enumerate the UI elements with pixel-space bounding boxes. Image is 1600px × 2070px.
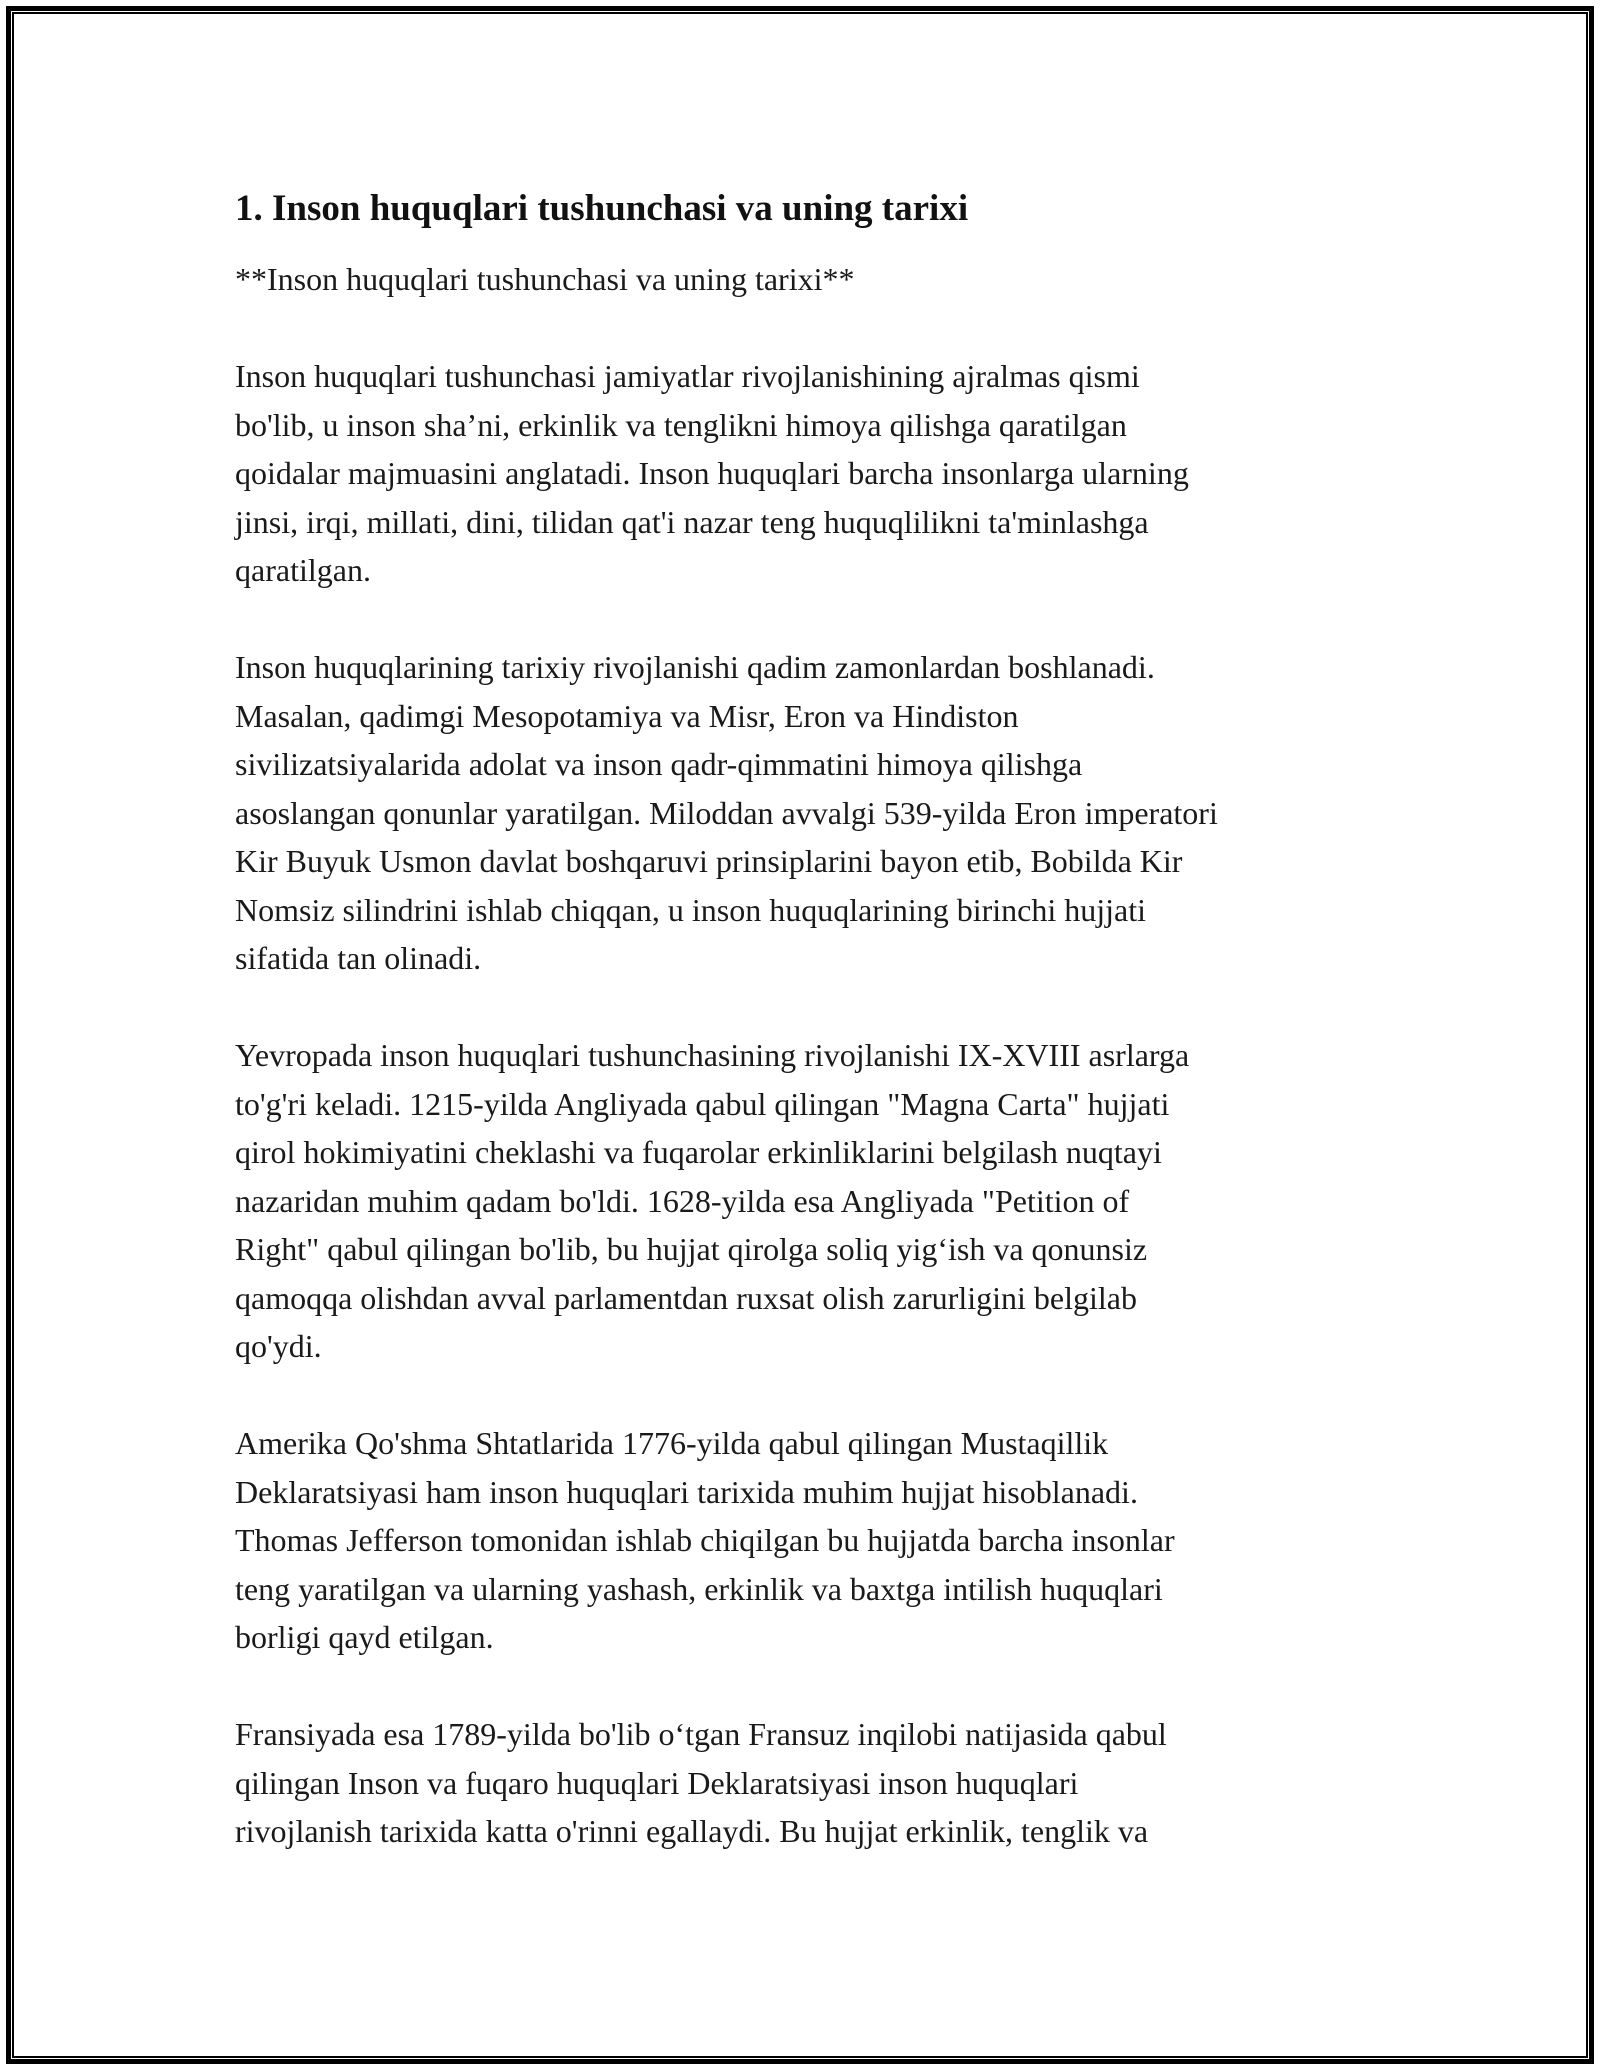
paragraph-4 [235, 1419, 1375, 1662]
paragraph-line: Right" qabul qilingan bo'lib, bu hujjat qirolga soliq yig‘ish va qonunsiz [235, 1231, 1148, 1268]
paragraph-line: to'g'ri keladi. 1215-yilda Angliyada qabul qilingan "Magna Carta" hujjati [235, 1085, 1170, 1122]
paragraph-2 [235, 643, 1375, 983]
paragraph-line: Inson huquqlari tushunchasi jamiyatlar rivojlanishining ajralmas qismi [235, 358, 1140, 395]
paragraph-line: Masalan, qadimgi Mesopotamiya va Misr, Eron va Hindiston [235, 697, 1019, 734]
paragraph-line: sivilizatsiyalarida adolat va inson qadr-qimmatini himoya qilishga [235, 746, 1083, 783]
paragraph-line: rivojlanish tarixida katta o'rinni egallaydi. Bu hujjat erkinlik, tenglik va [235, 1813, 1149, 1850]
paragraph-line: asoslangan qonunlar yaratilgan. Miloddan avvalgi 539-yilda Eron imperatori [235, 794, 1218, 831]
paragraph-5 [235, 1710, 1375, 1856]
paragraph-line: nazaridan muhim qadam bo'ldi. 1628-yilda esa Angliyada "Petition of [235, 1182, 1130, 1219]
paragraph-line: qo'ydi. [235, 1328, 322, 1365]
paragraph-line: Nomsiz silindrini ishlab chiqqan, u inson huquqlarining birinchi hujjati [235, 891, 1147, 928]
paragraph-line: Amerika Qo'shma Shtatlarida 1776-yilda qabul qilingan Mustaqillik [235, 1425, 1109, 1462]
paragraph-1 [235, 352, 1375, 595]
paragraph-line: sifatida tan olinadi. [235, 940, 482, 977]
paragraph-line: Fransiyada esa 1789-yilda bo'lib o‘tgan Fransuz inqilobi natijasida qabul [235, 1716, 1167, 1753]
paragraph-line: borligi qayd etilgan. [235, 1619, 494, 1656]
paragraph-line: qamoqqa olishdan avval parlamentdan ruxsat olish zarurligini belgilab [235, 1279, 1137, 1316]
paragraph-line: Deklaratsiyasi ham inson huquqlari tarixida muhim hujjat hisoblanadi. [235, 1473, 1138, 1510]
paragraph-3 [235, 1031, 1375, 1371]
paragraph-line: Yevropada inson huquqlari tushunchasining rivojlanishi IX-XVIII asrlarga [235, 1037, 1190, 1074]
document-page [235, 185, 1375, 1904]
paragraph-line: Kir Buyuk Usmon davlat boshqaruvi prinsiplarini bayon etib, Bobilda Kir [235, 843, 1183, 880]
page-title: 1. Inson huquqlari tushunchasi va uning tarixi [235, 188, 969, 229]
paragraph-line: qaratilgan. [235, 552, 371, 589]
paragraph-line: Thomas Jefferson tomonidan ishlab chiqilgan bu hujjatda barcha insonlar [235, 1522, 1175, 1559]
paragraph-line: Inson huquqlarining tarixiy rivojlanishi qadim zamonlardan boshlanadi. [235, 649, 1155, 686]
paragraph-line: qirol hokimiyatini cheklashi va fuqarolar erkinliklarini belgilash nuqtayi [235, 1134, 1162, 1171]
paragraph-line: qilingan Inson va fuqaro huquqlari Deklaratsiyasi inson huquqlari [235, 1764, 1079, 1801]
document-subtitle: **Inson huquqlari tushunchasi va uning tarixi** [235, 261, 855, 298]
paragraph-line: teng yaratilgan va ularning yashash, erkinlik va baxtga intilish huquqlari [235, 1570, 1163, 1607]
paragraph-line: qoidalar majmuasini anglatadi. Inson huquqlari barcha insonlarga ularning [235, 455, 1189, 492]
paragraph-line: bo'lib, u inson sha’ni, erkinlik va tenglikni himoya qilishga qaratilgan [235, 406, 1127, 443]
paragraph-line: jinsi, irqi, millati, dini, tilidan qat'i nazar teng huquqlilikni ta'minlashga [235, 503, 1149, 540]
